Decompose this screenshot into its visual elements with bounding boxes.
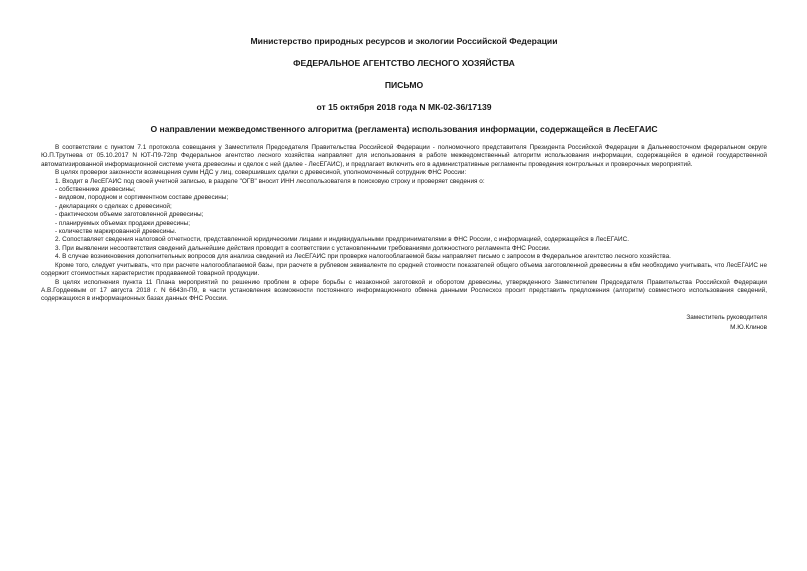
agency-heading: ФЕДЕРАЛЬНОЕ АГЕНТСТВО ЛЕСНОГО ХОЗЯЙСТВА bbox=[293, 58, 515, 68]
check-intro-paragraph: В целях проверки законности возмещения сумм НДС у лиц, совершивших сделки с древесиной, уполномоченный сотрудник ФНС России: bbox=[55, 169, 467, 177]
ministry-heading: Министерство природных ресурсов и экологии Российской Федерации bbox=[250, 36, 558, 46]
step-3-paragraph: 3. При выявлении несоответствия сведений дальнейшие действия проводит в соответствии с установленными требованиями должностного регламента ФНС России. bbox=[55, 244, 551, 252]
list-item: - декларациях о сделках с древесиной; bbox=[55, 202, 172, 210]
letter-body bbox=[41, 144, 767, 304]
step-4-paragraph: 4. В случае возникновения дополнительных вопросов для анализа сведений из ЛесЕГАИС при проверке налогооблагаемой базы направляет письмо с запросом в Федеральное агентство лесного хозяйства. bbox=[55, 253, 671, 261]
date-number-heading: от 15 октября 2018 года N МК-02-36/17139 bbox=[316, 102, 492, 112]
closing-paragraph: В целях исполнения пункта 11 Плана мероприятий по решению проблем в сфере борьбы с незаконной заготовкой и оборотом древесины, утвержденного Заместителем Председателя Правительства Российской Федерации А.В.Гордеевым от 17 августа 2018 г. N 6643п-П9, в части установления возможности постоянного информационного обмена данными Рослесхоз просит представить предложения (алгоритм) совместного использования сведений, содержащихся в информационных базах данных ФНС России. bbox=[41, 278, 767, 303]
step-2-paragraph: 2. Сопоставляет сведения налоговой отчетности, представленной юридическими лицами и индивидуальными предпринимателями в ФНС России, с информацией, содержащейся в ЛесЕГАИС. bbox=[55, 236, 629, 244]
list-item: - собственнике древесины; bbox=[55, 186, 136, 194]
intro-paragraph: В соответствии с пунктом 7.1 протокола совещания у Заместителя Председателя Правительства Российской Федерации - полномочного представителя Президента Российской Федерации в Дальневосточном федеральном округе Ю.П.Трутнева от 05.10.2017 N ЮТ-П9-72пр Федеральное агентство лесного хозяйства направляет для использования в работе межведомственный алгоритм использования информации, содержащейся в единой государственной автоматизированной информационной системе учета древесины и сделок с ней (далее - ЛесЕГАИС), и предлагает включить его в административные регламенты проведения контрольных и проверочных мероприятий. bbox=[41, 144, 767, 168]
list-item: - количестве маркированной древесины. bbox=[55, 228, 177, 236]
subject-heading: О направлении межведомственного алгоритма (регламента) использования информации, содержащейся в ЛесЕГАИС bbox=[150, 124, 658, 134]
list-item: - видовом, породном и сортиментном составе древесины; bbox=[55, 194, 229, 202]
list-item: - фактическом объеме заготовленной древесины; bbox=[55, 211, 204, 219]
document-type-heading: ПИСЬМО bbox=[384, 80, 424, 90]
list-item: - планируемых объемах продажи древесины; bbox=[55, 219, 191, 227]
signature-title: Заместитель руководителя bbox=[686, 313, 767, 321]
signature-name: М.Ю.Клинов bbox=[730, 323, 767, 331]
step-1-paragraph: 1. Входит в ЛесЕГАИС под своей учетной записью, в разделе "ОГВ" вносит ИНН лесопользователя в поисковую строку и проверяет сведения о: bbox=[55, 177, 485, 185]
signature-block bbox=[41, 313, 767, 333]
note-paragraph: Кроме того, следует учитывать, что при расчете налогооблагаемой базы, при расчете в рублевом эквиваленте по средней стоимости показателей общего объема заготовленной древесины в кбм необходимо учитывать, что ЛесЕГАИС не содержит стоимостных характеристик продаваемой товарной продукции. bbox=[41, 261, 767, 278]
